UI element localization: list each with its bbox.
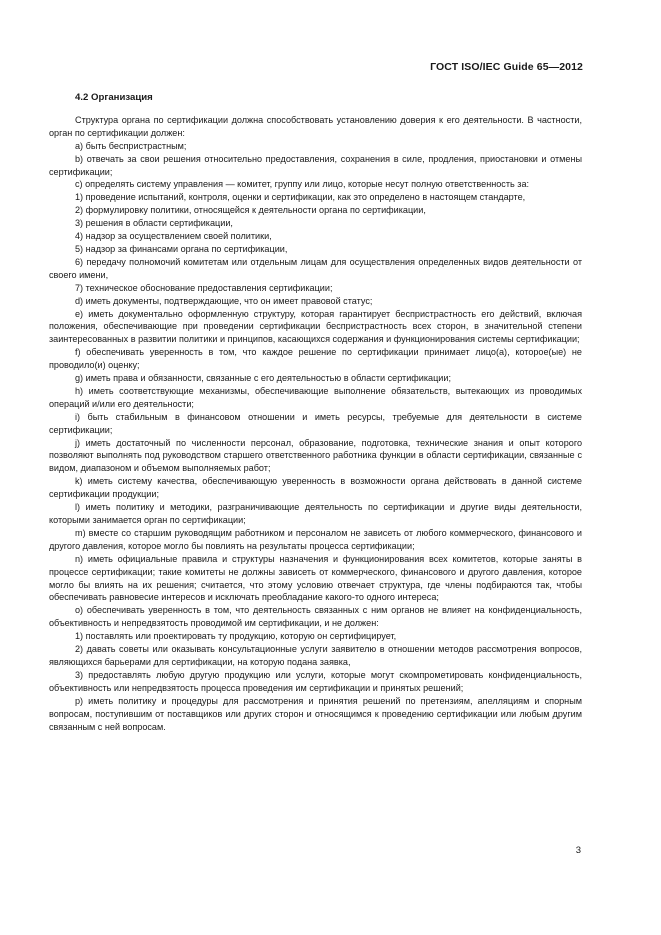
paragraph: m) вместе со старшим руководящим работником и персоналом не зависеть от любого коммерческого, финансового и другого давления, которое могло бы повлиять на результаты процесса сертификации; — [49, 527, 582, 551]
paragraph: 3) решения в области сертификации, — [75, 218, 233, 229]
paragraph: 5) надзор за финансами органа по сертификации, — [75, 243, 288, 254]
paragraph: 1) поставлять или проектировать ту продукцию, которую он сертифицирует, — [75, 631, 397, 642]
page-number: 3 — [575, 845, 581, 856]
paragraph: j) иметь достаточный по численности персонал, образование, подготовка, технические знания и опыт которого позволяют выполнять под руководством старшего ответственного работника функции в области сертификации, связанные с видом, диапазоном и объемом выполняемых работ; — [49, 437, 582, 474]
document-body — [49, 92, 582, 733]
paragraph: 6) передачу полномочий комитетам или отдельным лицам для осуществления определенных видов деятельности от своего имени, — [49, 256, 582, 280]
paragraph: f) обеспечивать уверенность в том, что каждое решение по сертификации принимает лицо(а), которое(ые) не проводило(и) оценку; — [49, 347, 582, 371]
paragraph: 3) предоставлять любую другую продукцию или услуги, которые могут скомпрометировать конфиденциальность, объективность или непредвзятость процесса проведения им сертификации и принятых решений; — [49, 669, 582, 693]
paragraph: g) иметь права и обязанности, связанные с его деятельностью в области сертификации; — [75, 373, 451, 384]
paragraph: d) иметь документы, подтверждающие, что он имеет правовой статус; — [75, 295, 373, 306]
paragraph: n) иметь официальные правила и структуры назначения и функционирования всех комитетов, которые заняты в процессе сертификации; такие комитеты не должны зависеть от коммерческого, финансового и другого давления, которое могло бы влиять на их решения; считается, что этому условию отвечает структура, где члены подбираются так, чтобы обеспечивать равновесие интересов и исключать преобладание какого-то одного интереса; — [49, 553, 582, 603]
paragraph: o) обеспечивать уверенность в том, что деятельность связанных с ним органов не влияет на конфиденциальность, объективность и непредвзятость проводимой им сертификации, и не должен: — [49, 605, 582, 629]
section-title: 4.2 Организация — [75, 92, 153, 103]
paragraph: h) иметь соответствующие механизмы, обеспечивающие выполнение обязательств, вытекающих из проводимых операций и/или его деятельности; — [49, 385, 582, 409]
paragraph: l) иметь политику и методики, разграничивающие деятельность по сертификации и другие виды деятельности, которыми занимается орган по сертификации; — [49, 502, 582, 525]
paragraph: k) иметь систему качества, обеспечивающую уверенность в возможности органа действовать в данной системе сертификации продукции; — [49, 476, 582, 500]
paragraph: 7) техническое обоснование предоставления сертификации; — [75, 282, 333, 293]
paragraph: c) определять систему управления — комитет, группу или лицо, которые несут полную ответственность за: — [75, 179, 530, 190]
paragraph: p) иметь политику и процедуры для рассмотрения и принятия решений по претензиям, апелляциям и спорным вопросам, поступившим от поставщиков или других сторон и относящимся к проведению сертификации или любым другим связанным с ней вопросам. — [49, 695, 582, 732]
document-header: ГОСТ ISO/IEC Guide 65—2012 — [430, 61, 583, 73]
paragraph: 1) проведение испытаний, контроля, оценки и сертификации, как это определено в настоящем стандарте, — [75, 192, 526, 203]
paragraph: b) отвечать за свои решения относительно предоставления, сохранения в силе, продления, приостановки и отмены сертификации; — [49, 153, 582, 177]
paragraph: i) быть стабильным в финансовом отношении и иметь ресурсы, требуемые для деятельности в системе сертификации; — [49, 411, 582, 435]
paragraph: Структура органа по сертификации должна способствовать установлению доверия к его деятельности. В частности, орган по сертификации должен: — [49, 114, 582, 138]
paragraph: 4) надзор за осуществлением своей политики, — [75, 231, 272, 242]
paragraph: 2) формулировку политики, относящейся к деятельности органа по сертификации, — [75, 205, 426, 216]
paragraph: 2) давать советы или оказывать консультационные услуги заявителю в отношении методов рассмотрения вопросов, являющихся барьерами для сертификации, на которую подана заявка, — [49, 644, 582, 667]
paragraph: e) иметь документально оформленную структуру, которая гарантирует беспристрастность его действий, включая положения, обеспечивающие при проведении сертификации беспристрастность всех сторон, в значительной степени заинтересованных в развитии политики и принципов, касающихся содержания и функционирования системы сертификации; — [49, 308, 582, 345]
paragraph: a) быть беспристрастным; — [75, 140, 187, 151]
